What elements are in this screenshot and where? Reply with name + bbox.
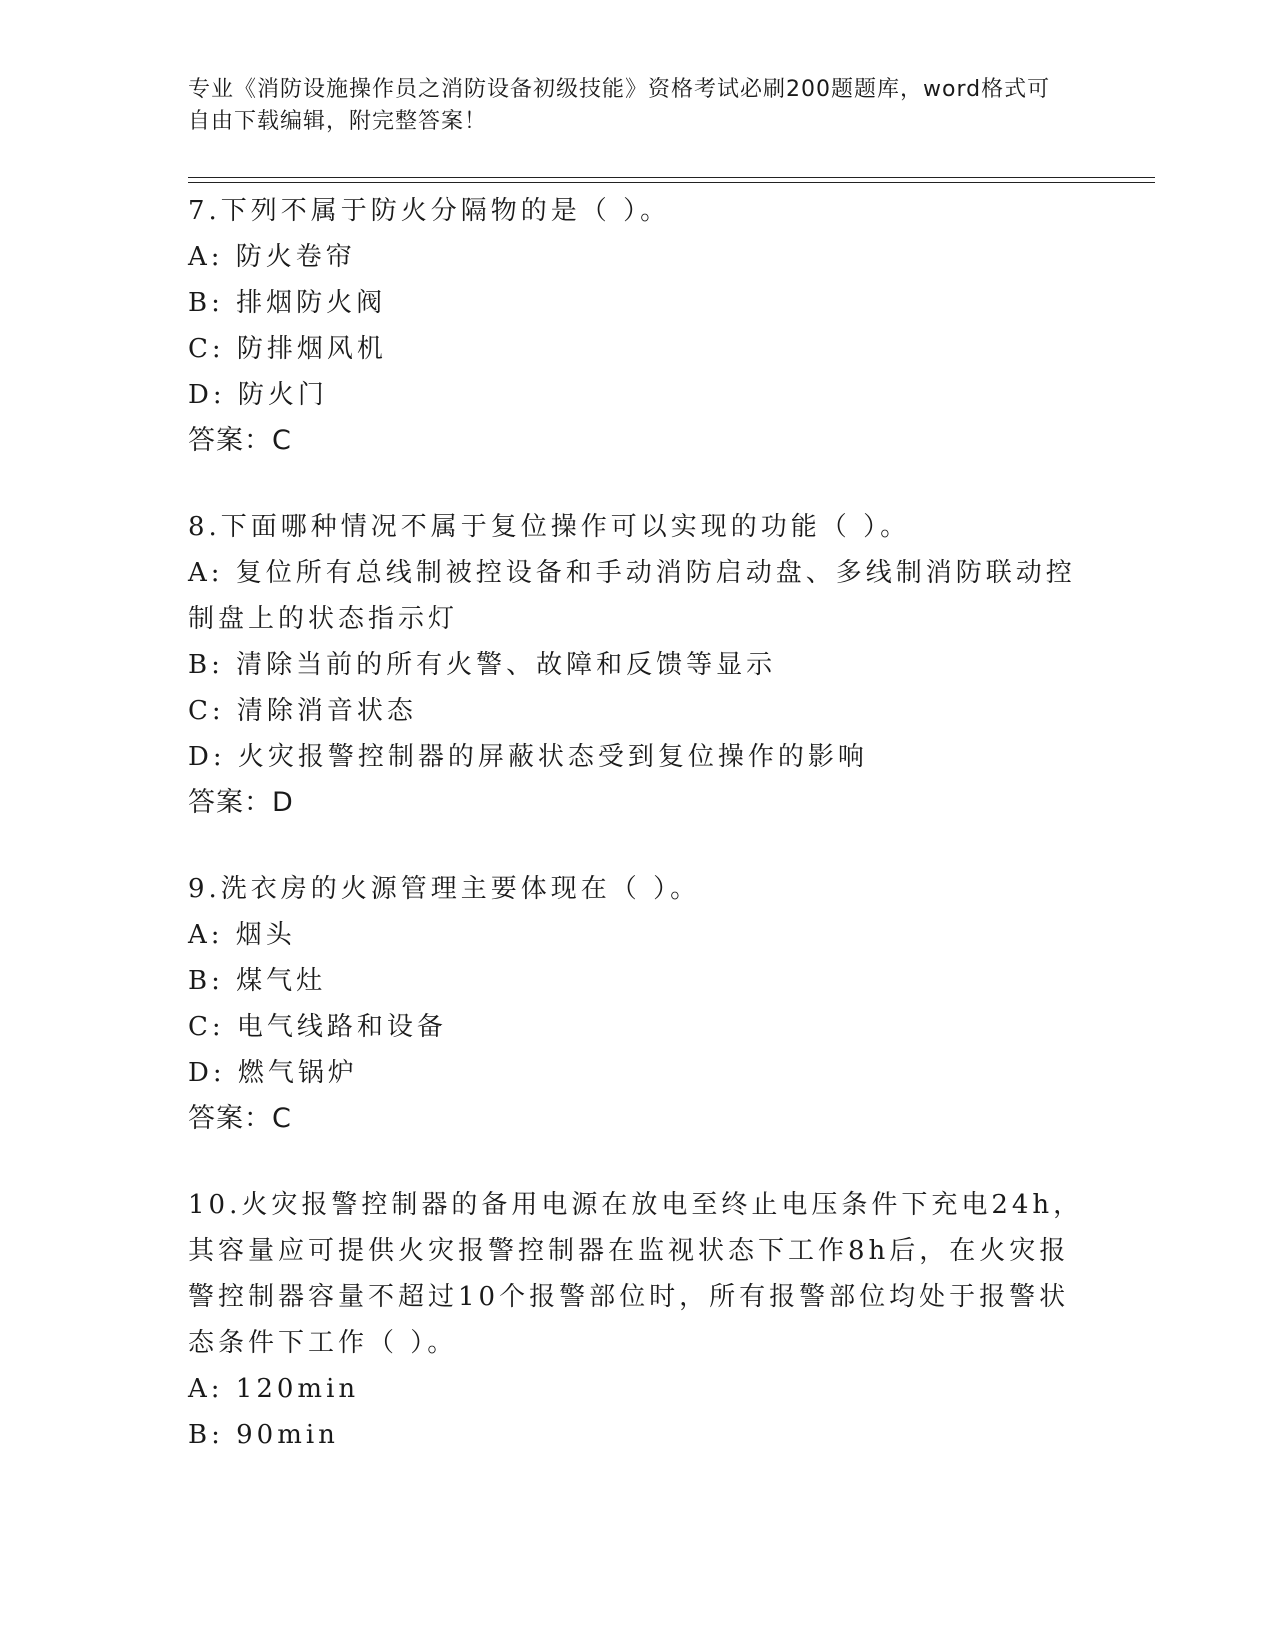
question-10 xyxy=(188,1182,1088,1458)
header-divider-top xyxy=(188,177,1155,178)
option-a: A: 120min xyxy=(188,1374,360,1404)
answer-line: 答案：D xyxy=(188,787,294,818)
question-stem: 8.下面哪种情况不属于复位操作可以实现的功能（ ）。 xyxy=(188,512,911,542)
option-a: A: 烟头 xyxy=(188,920,296,950)
question-7 xyxy=(188,188,1088,464)
question-list xyxy=(188,188,1088,1498)
question-stem: 10.火灾报警控制器的备用电源在放电至终止电压条件下充电24h，其容量应可提供火灾报警控制器在监视状态下工作8h后，在火灾报警控制器容量不超过10个报警部位时，所有报警部位均处于报警状态条件下工作（ ）。 xyxy=(188,1190,1084,1358)
option-b: B: 煤气灶 xyxy=(188,966,327,996)
option-b: B: 排烟防火阀 xyxy=(188,288,387,318)
option-a: A: 复位所有总线制被控设备和手动消防启动盘、多线制消防联动控制盘上的状态指示灯 xyxy=(188,558,1076,634)
option-d: D: 防火门 xyxy=(188,380,328,410)
document-header: 专业《消防设施操作员之消防设备初级技能》资格考试必刷200题题库，word格式可自由下载编辑，附完整答案！ xyxy=(188,77,1051,134)
option-a: A: 防火卷帘 xyxy=(188,242,356,272)
option-b: B: 90min xyxy=(188,1420,339,1450)
option-c: C: 防排烟风机 xyxy=(188,334,387,364)
answer-line: 答案：C xyxy=(188,1103,292,1134)
question-stem: 7.下列不属于防火分隔物的是（ ）。 xyxy=(188,196,671,226)
option-b: B: 清除当前的所有火警、故障和反馈等显示 xyxy=(188,650,777,680)
option-d: D: 火灾报警控制器的屏蔽状态受到复位操作的影响 xyxy=(188,742,868,772)
question-8 xyxy=(188,504,1088,826)
question-9 xyxy=(188,866,1088,1142)
header-divider-bottom xyxy=(188,182,1155,183)
answer-line: 答案：C xyxy=(188,425,292,456)
option-c: C: 电气线路和设备 xyxy=(188,1012,447,1042)
question-stem: 9.洗衣房的火源管理主要体现在（ ）。 xyxy=(188,874,701,904)
option-d: D: 燃气锅炉 xyxy=(188,1058,358,1088)
option-c: C: 清除消音状态 xyxy=(188,696,417,726)
